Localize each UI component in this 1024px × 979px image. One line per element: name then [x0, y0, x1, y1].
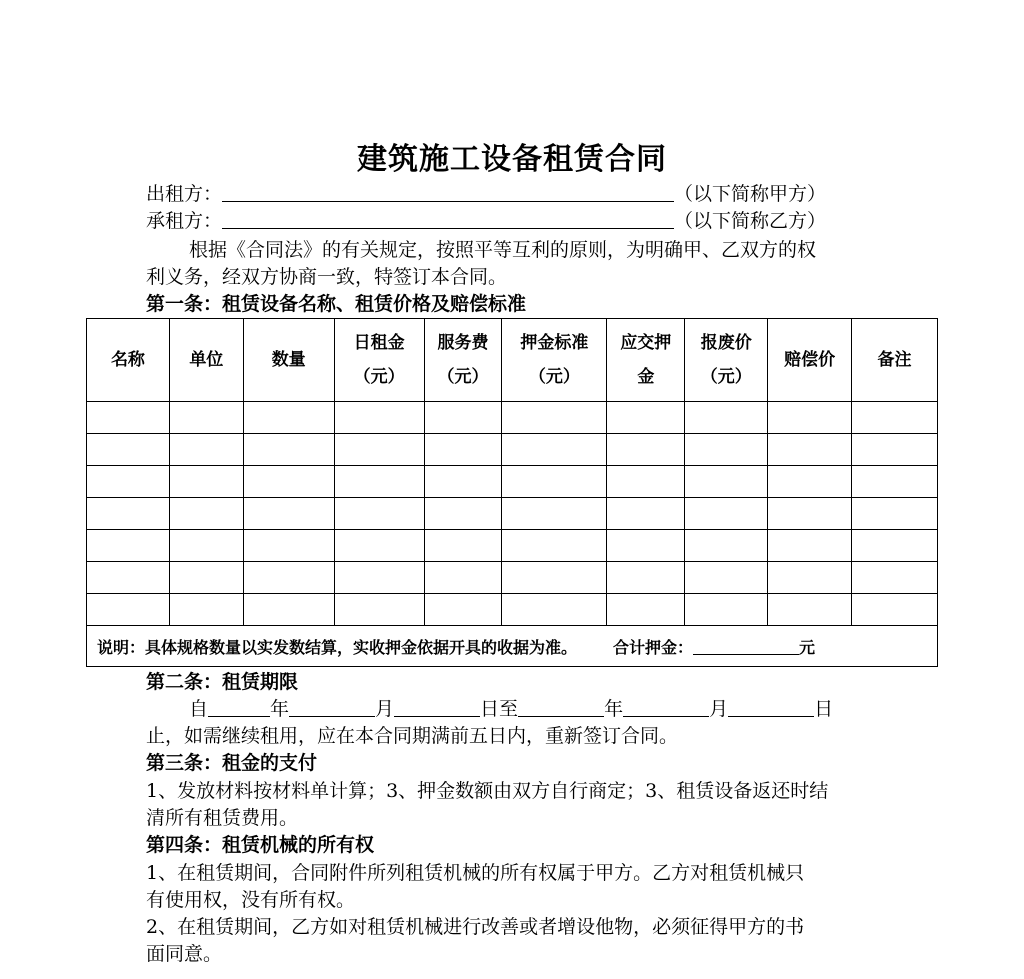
table-cell[interactable] [852, 530, 938, 562]
preamble-line-1: 根据《合同法》的有关规定，按照平等互利的原则，为明确甲、乙双方的权 [189, 239, 817, 261]
period-day-to: 日至 [480, 698, 519, 720]
table-cell[interactable] [607, 402, 685, 434]
table-row [87, 466, 938, 498]
column-header-line-2: （元） [437, 367, 489, 387]
table-row [87, 402, 938, 434]
lessor-blank[interactable] [222, 183, 674, 202]
table-cell[interactable] [243, 594, 334, 626]
table-cell[interactable] [424, 466, 502, 498]
table-cell[interactable] [852, 594, 938, 626]
table-cell[interactable] [502, 594, 607, 626]
article-4-p1-line-2: 有使用权，没有所有权。 [146, 889, 356, 911]
column-header-line-1: 单位 [189, 350, 224, 370]
column-header [607, 319, 685, 402]
column-header-line-1: 报废价 [700, 333, 752, 353]
table-cell[interactable] [424, 402, 502, 434]
column-header-line-1: 备注 [877, 350, 912, 370]
table-cell[interactable] [502, 530, 607, 562]
total-deposit-unit: 元 [799, 637, 816, 657]
table-cell[interactable] [768, 498, 852, 530]
table-cell[interactable] [852, 402, 938, 434]
table-cell[interactable] [87, 466, 170, 498]
total-deposit-blank[interactable] [693, 638, 799, 655]
start-month-blank[interactable] [289, 698, 375, 717]
period-month-2: 月 [709, 698, 729, 720]
table-cell[interactable] [334, 594, 424, 626]
article-4-p1-line-1: 1、在租赁期间，合同附件所列租赁机械的所有权属于甲方。乙方对租赁机械只 [146, 862, 805, 884]
table-cell[interactable] [424, 434, 502, 466]
column-header-line-1: 日租金 [353, 333, 405, 353]
table-cell[interactable] [169, 498, 243, 530]
lessor-label: 出租方： [146, 183, 223, 205]
table-cell[interactable] [243, 562, 334, 594]
table-cell[interactable] [334, 562, 424, 594]
table-cell[interactable] [768, 530, 852, 562]
column-header [502, 319, 607, 402]
table-cell[interactable] [685, 434, 768, 466]
article-4-p2-line-1: 2、在租赁期间，乙方如对租赁机械进行改善或者增设他物，必须征得甲方的书 [146, 916, 805, 938]
table-cell[interactable] [502, 434, 607, 466]
start-day-blank[interactable] [394, 698, 480, 717]
column-header [852, 319, 938, 402]
column-header-line-1: 服务费 [437, 333, 489, 353]
article-2-line-2: 止，如需继续租用，应在本合同期满前五日内，重新签订合同。 [146, 725, 679, 747]
table-cell[interactable] [243, 498, 334, 530]
rental-table [86, 318, 938, 667]
table-cell[interactable] [87, 530, 170, 562]
table-cell[interactable] [169, 434, 243, 466]
table-row [87, 530, 938, 562]
column-header [334, 319, 424, 402]
table-row [87, 498, 938, 530]
table-cell[interactable] [243, 434, 334, 466]
table-cell[interactable] [685, 530, 768, 562]
table-row [87, 562, 938, 594]
period-from: 自 [189, 698, 209, 720]
lessee-suffix: （以下简称乙方） [674, 210, 827, 232]
table-cell[interactable] [334, 498, 424, 530]
column-header-line-2: （元） [700, 367, 752, 387]
table-cell[interactable] [424, 562, 502, 594]
lessor-line [146, 181, 826, 207]
table-cell[interactable] [169, 562, 243, 594]
total-deposit-label: 合计押金： [613, 637, 694, 657]
table-cell[interactable] [502, 498, 607, 530]
table-cell[interactable] [768, 594, 852, 626]
table-cell[interactable] [607, 434, 685, 466]
article-3-line-2: 清所有租赁费用。 [146, 807, 299, 829]
end-day-blank[interactable] [728, 698, 814, 717]
lessee-line [146, 208, 826, 234]
column-header-line-2: 金 [637, 367, 655, 387]
column-header [87, 319, 170, 402]
table-note [87, 626, 938, 667]
table-cell[interactable] [852, 498, 938, 530]
table-cell[interactable] [852, 562, 938, 594]
article-4-title: 第四条：租赁机械的所有权 [146, 834, 375, 856]
end-year-blank[interactable] [518, 698, 604, 717]
table-cell[interactable] [243, 530, 334, 562]
table-cell[interactable] [685, 402, 768, 434]
table-cell[interactable] [852, 434, 938, 466]
lessee-label: 承租方： [146, 210, 223, 232]
table-cell[interactable] [87, 402, 170, 434]
column-header-line-1: 押金标准 [520, 333, 589, 353]
table-cell[interactable] [502, 562, 607, 594]
column-header-line-1: 赔偿价 [784, 350, 836, 370]
table-cell[interactable] [607, 498, 685, 530]
table-cell[interactable] [685, 594, 768, 626]
table-cell[interactable] [607, 594, 685, 626]
table-note-row [87, 626, 938, 667]
table-cell[interactable] [424, 498, 502, 530]
table-cell[interactable] [502, 466, 607, 498]
column-header [243, 319, 334, 402]
article-1-title: 第一条：租赁设备名称、租赁价格及赔偿标准 [146, 293, 527, 315]
column-header [768, 319, 852, 402]
document-title: 建筑施工设备租赁合同 [357, 142, 667, 177]
table-cell[interactable] [334, 530, 424, 562]
period-day: 日 [814, 698, 834, 720]
column-header-line-1: 名称 [110, 350, 145, 370]
table-cell[interactable] [685, 466, 768, 498]
table-cell[interactable] [607, 466, 685, 498]
lessee-blank[interactable] [222, 210, 674, 229]
period-year: 年 [270, 698, 290, 720]
table-cell[interactable] [334, 402, 424, 434]
table-cell[interactable] [169, 466, 243, 498]
table-cell[interactable] [87, 498, 170, 530]
column-header-line-2: （元） [353, 367, 405, 387]
period-month: 月 [375, 698, 395, 720]
table-cell[interactable] [169, 402, 243, 434]
table-cell[interactable] [243, 402, 334, 434]
table-cell[interactable] [87, 434, 170, 466]
table-cell[interactable] [607, 530, 685, 562]
table-cell[interactable] [87, 594, 170, 626]
column-header-line-2: （元） [528, 367, 580, 387]
table-cell[interactable] [685, 498, 768, 530]
note-text: 说明：具体规格数量以实发数结算，实收押金依据开具的收据为准。 [97, 637, 578, 657]
table-row [87, 434, 938, 466]
table-cell[interactable] [768, 402, 852, 434]
table-row [87, 594, 938, 626]
table-cell[interactable] [334, 434, 424, 466]
table-cell[interactable] [852, 466, 938, 498]
table-cell[interactable] [768, 434, 852, 466]
table-header-row [87, 319, 938, 402]
table-cell[interactable] [169, 530, 243, 562]
article-4-p2-line-2: 面同意。 [146, 943, 223, 965]
column-header [685, 319, 768, 402]
table-cell[interactable] [87, 562, 170, 594]
article-2-title: 第二条：租赁期限 [146, 671, 299, 693]
period-line [189, 696, 833, 722]
preamble-line-2: 利义务，经双方协商一致，特签订本合同。 [146, 266, 508, 288]
column-header-line-1: 应交押 [620, 333, 672, 353]
table-cell[interactable] [502, 402, 607, 434]
column-header [424, 319, 502, 402]
period-year-2: 年 [604, 698, 624, 720]
article-3-title: 第三条：租金的支付 [146, 752, 318, 774]
lessor-suffix: （以下简称甲方） [674, 183, 827, 205]
column-header [169, 319, 243, 402]
column-header-line-1: 数量 [271, 350, 306, 370]
table-cell[interactable] [424, 594, 502, 626]
table-cell[interactable] [685, 562, 768, 594]
table-cell[interactable] [169, 594, 243, 626]
end-month-blank[interactable] [623, 698, 709, 717]
table-cell[interactable] [607, 562, 685, 594]
start-year-blank[interactable] [208, 698, 270, 717]
table-cell[interactable] [243, 466, 334, 498]
article-3-line-1: 1、发放材料按材料单计算；3、押金数额由双方自行商定；3、租赁设备返还时结 [146, 780, 829, 802]
table-cell[interactable] [424, 530, 502, 562]
table-cell[interactable] [334, 466, 424, 498]
table-cell[interactable] [768, 562, 852, 594]
table-cell[interactable] [768, 466, 852, 498]
